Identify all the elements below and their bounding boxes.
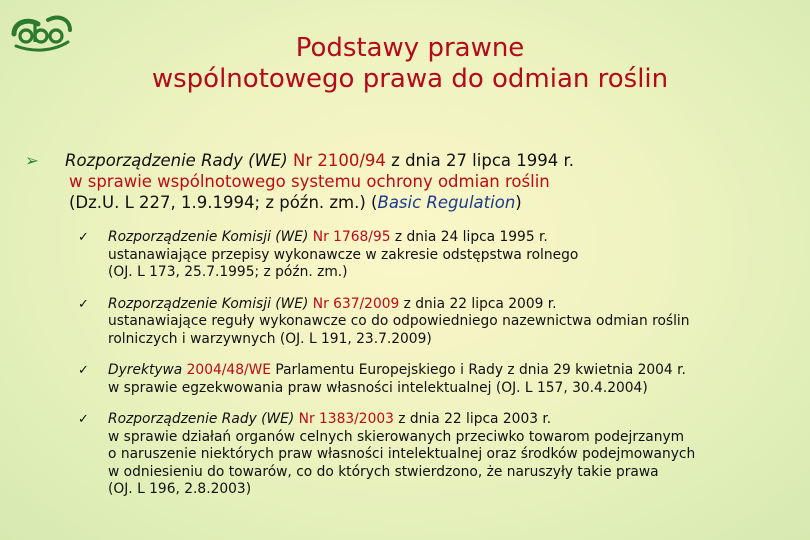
regulation-number: 2004/48/WE xyxy=(182,362,271,378)
regulation-date: z dnia 24 lipca 1995 r. xyxy=(390,229,548,245)
regulation-date: z dnia 22 lipca 2003 r. xyxy=(393,411,552,427)
cobo-logo xyxy=(8,12,74,52)
basic-regulation-label: Basic Regulation xyxy=(377,193,516,212)
main-regulation-number: Nr 2100/94 xyxy=(293,151,386,170)
related-regulations-list xyxy=(78,229,778,513)
checkmark-icon: ✓ xyxy=(78,412,89,427)
list-item-head xyxy=(108,229,778,247)
regulation-detail-line: w sprawie egzekwowania praw własności intelektualnej (OJ. L 157, 30.4.2004) xyxy=(108,379,648,396)
regulation-detail-line: ustanawiające reguły wykonawcze co do odpowiedniego nazewnictwa odmian roślin xyxy=(108,313,690,329)
checkmark-icon: ✓ xyxy=(78,296,89,312)
list-item xyxy=(78,296,778,349)
main-reference-text: (Dz.U. L 227, 1.9.1994; z późn. zm.) ( xyxy=(69,193,378,212)
regulation-detail-line: o naruszenie niektórych praw własności intelektualnej oraz środków podejmowanych xyxy=(108,446,696,462)
regulation-detail-line: ustanawiające przepisy wykonawcze w zakresie odstępstwa rolnego xyxy=(108,246,579,263)
regulation-number: Nr 637/2009 xyxy=(308,295,400,312)
main-reference-close: ) xyxy=(515,193,522,212)
main-regulation-reference xyxy=(25,192,795,213)
regulation-date: Parlamentu Europejskiego i Rady z dnia 29 kwietnia 2004 r. xyxy=(270,362,686,378)
regulation-type: Rozporządzenie Komisji (WE) xyxy=(108,295,309,312)
regulation-detail-line: (OJ. L 196, 2.8.2003) xyxy=(108,481,252,497)
regulation-number: Nr 1383/2003 xyxy=(294,411,394,427)
regulation-detail-line: rolniczych i warzywnych (OJ. L 191, 23.7.2009) xyxy=(108,330,432,347)
regulation-type: Rozporządzenie Rady (WE) xyxy=(108,411,295,427)
list-item xyxy=(78,229,778,282)
page-title xyxy=(90,33,730,95)
list-item-head xyxy=(108,411,778,429)
main-regulation xyxy=(25,150,795,213)
list-item xyxy=(78,411,778,499)
main-regulation-type: Rozporządzenie Rady (WE) xyxy=(65,151,288,170)
regulation-detail-line: (OJ. L 173, 25.7.1995; z późn. zm.) xyxy=(108,264,348,280)
main-regulation-head xyxy=(25,150,795,171)
regulation-detail-line: w sprawie działań organów celnych skierowanych przeciwko towarom podejrzanym xyxy=(108,428,685,445)
main-regulation-subject: w sprawie wspólnotowego systemu ochrony odmian roślin xyxy=(69,172,550,191)
checkmark-icon: ✓ xyxy=(78,230,89,245)
regulation-detail-line: w odniesieniu do towarów, co do których stwierdzono, że naruszyły takie prawa xyxy=(108,463,659,480)
regulation-type: Dyrektywa xyxy=(108,362,183,378)
list-item-head xyxy=(108,296,778,314)
title-line-1: Podstawy prawne xyxy=(295,33,525,63)
title-line-2: wspólnotowego prawa do odmian roślin xyxy=(151,64,669,94)
checkmark-icon: ✓ xyxy=(78,363,89,378)
list-item-head xyxy=(108,362,778,380)
main-regulation-date: z dnia 27 lipca 1994 r. xyxy=(385,151,575,170)
list-item xyxy=(78,362,778,397)
arrow-bullet-icon: ➢ xyxy=(25,151,39,170)
regulation-number: Nr 1768/95 xyxy=(308,229,391,245)
regulation-type: Rozporządzenie Komisji (WE) xyxy=(108,229,309,245)
regulation-date: z dnia 22 lipca 2009 r. xyxy=(399,295,557,312)
